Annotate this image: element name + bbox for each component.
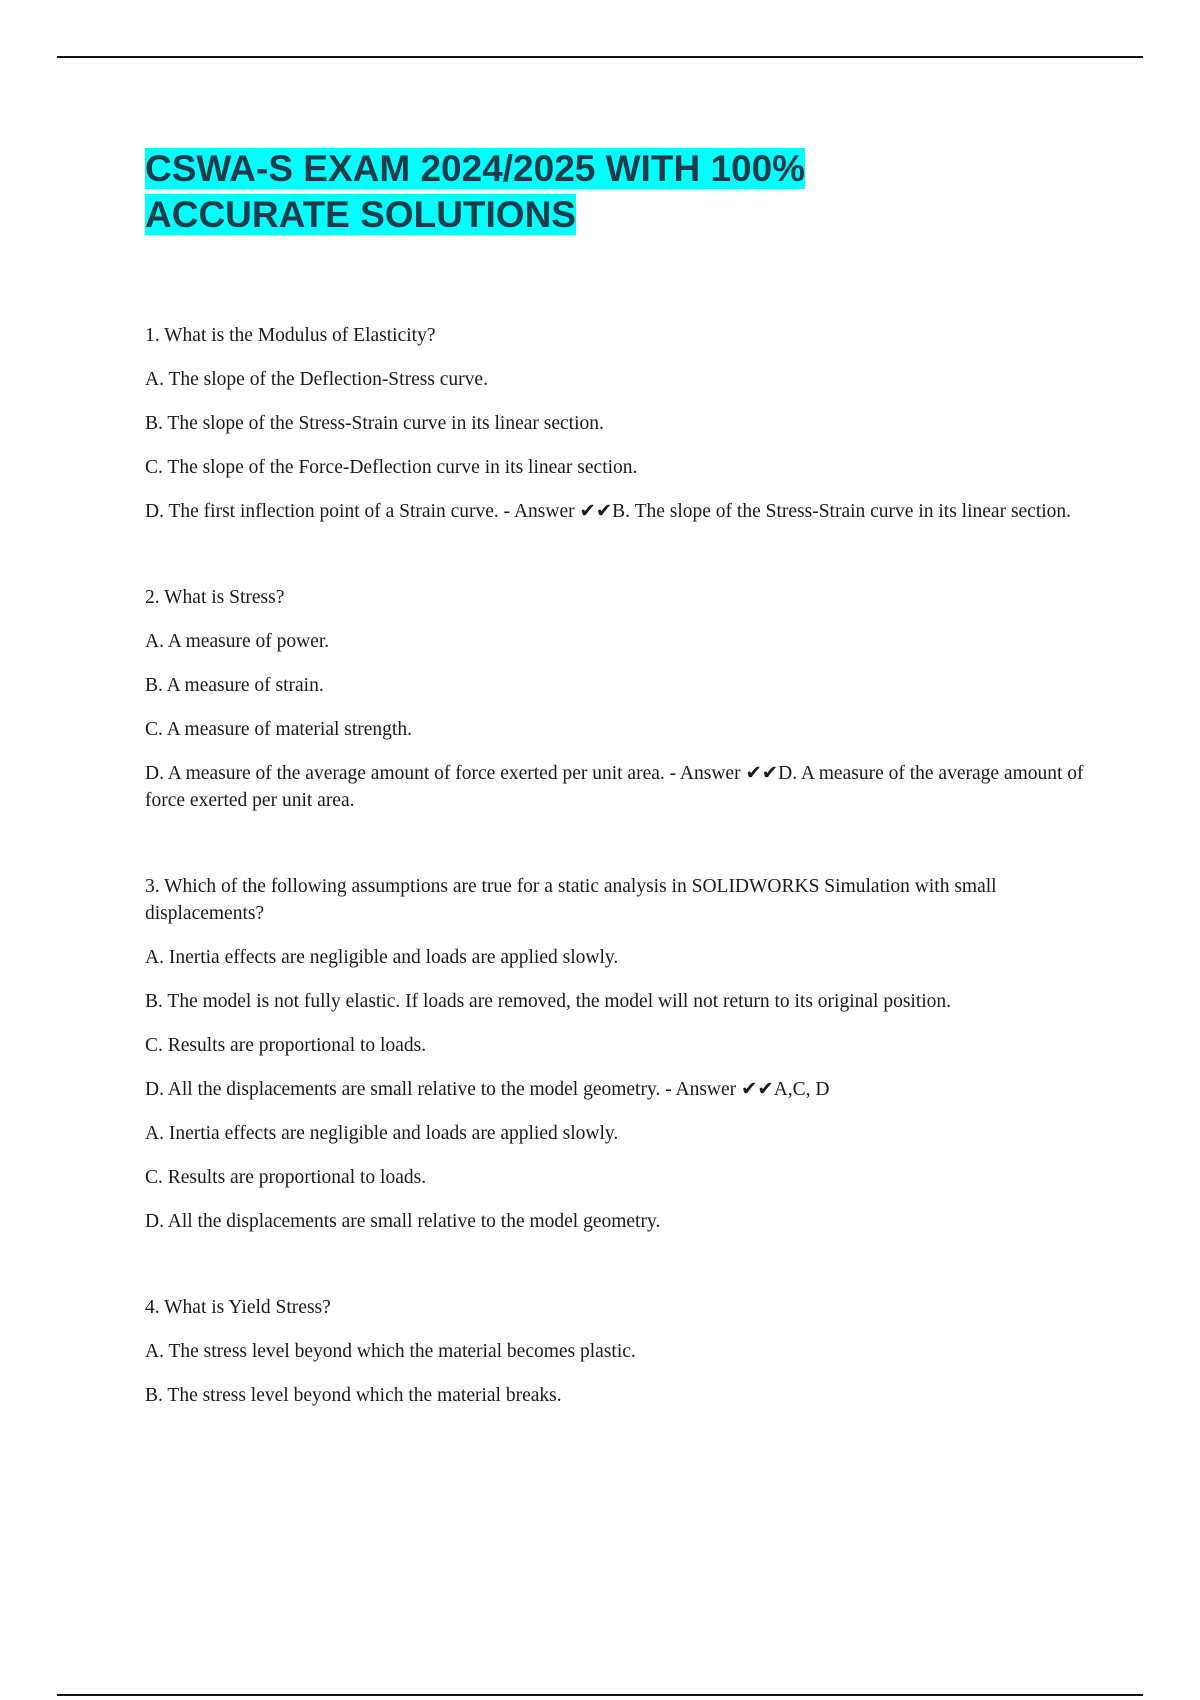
answer-option: B. The slope of the Stress-Strain curve in its linear section. — [145, 413, 604, 434]
answer-option: A. The stress level beyond which the material becomes plastic. — [145, 1341, 636, 1362]
title-line-2: ACCURATE SOLUTIONS — [145, 194, 576, 235]
answer-option: A. A measure of power. — [145, 631, 330, 652]
answer-option: A. Inertia effects are negligible and loads are applied slowly. — [145, 947, 619, 968]
question-text: 2. What is Stress? — [145, 587, 285, 608]
question-spacer — [145, 1252, 1085, 1294]
title-line-1: CSWA-S EXAM 2024/2025 WITH 100% — [145, 148, 806, 189]
document-body — [145, 322, 1085, 1426]
question-block-2 — [145, 584, 1085, 814]
answer-option-with-key: D. The first inflection point of a Strain curve. - Answer ✔✔B. The slope of the Stress-Strain curve in its linear section. — [145, 501, 1072, 522]
answer-option-with-key: D. All the displacements are small relative to the model geometry. - Answer ✔✔A,C, D — [145, 1079, 830, 1100]
question-text: 4. What is Yield Stress? — [145, 1297, 331, 1318]
question-spacer — [145, 542, 1085, 584]
answer-option: C. A measure of material strength. — [145, 719, 412, 740]
answer-option: B. The stress level beyond which the material breaks. — [145, 1385, 562, 1406]
answer-option: B. The model is not fully elastic. If loads are removed, the model will not return to its original position. — [145, 991, 952, 1012]
answer-option: B. A measure of strain. — [145, 675, 324, 696]
question-block-3 — [145, 873, 1085, 1235]
question-block-1 — [145, 322, 1085, 525]
question-spacer — [145, 831, 1085, 873]
answer-option: C. The slope of the Force-Deflection curve in its linear section. — [145, 457, 638, 478]
header-rule — [57, 56, 1143, 58]
answer-option: C. Results are proportional to loads. — [145, 1035, 427, 1056]
question-text: 1. What is the Modulus of Elasticity? — [145, 325, 436, 346]
footer-rule — [57, 1694, 1143, 1696]
document-title — [145, 146, 805, 238]
answer-option-with-key: D. A measure of the average amount of force exerted per unit area. - Answer ✔✔D. A measure of the average amount of force exerted per unit area. — [145, 763, 1084, 811]
correct-option: C. Results are proportional to loads. — [145, 1167, 427, 1188]
question-text: 3. Which of the following assumptions are true for a static analysis in SOLIDWORKS Simulation with small displacements? — [145, 876, 997, 924]
answer-option: A. The slope of the Deflection-Stress curve. — [145, 369, 488, 390]
question-block-4 — [145, 1294, 1085, 1409]
correct-option: D. All the displacements are small relative to the model geometry. — [145, 1211, 661, 1232]
correct-option: A. Inertia effects are negligible and loads are applied slowly. — [145, 1123, 619, 1144]
